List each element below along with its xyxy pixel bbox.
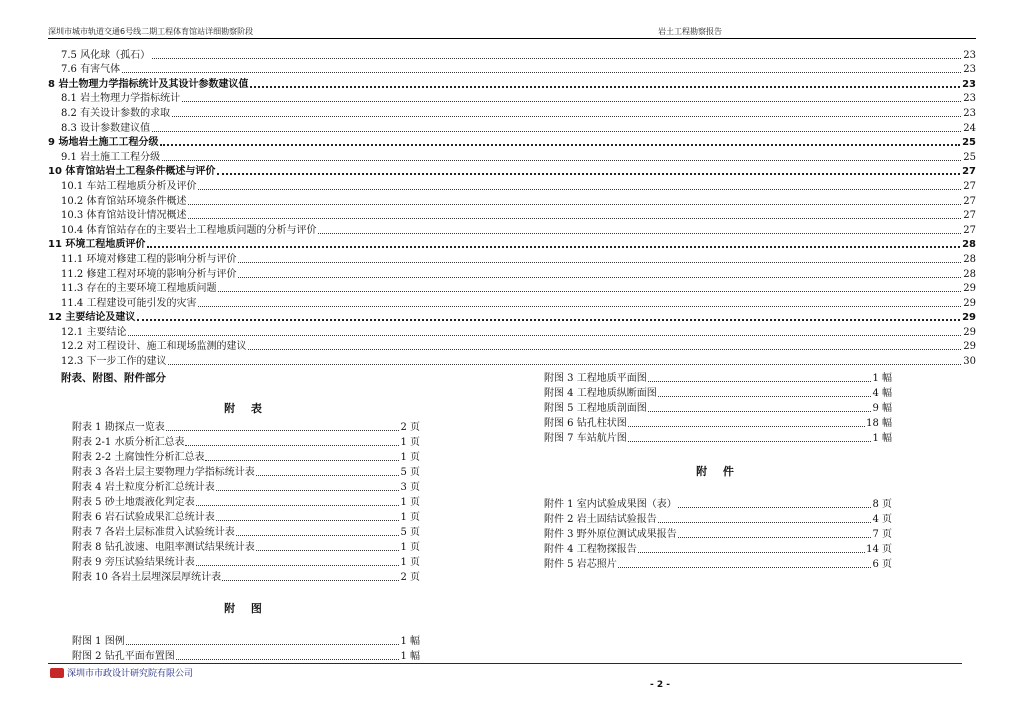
toc-page-number: 29 <box>963 283 976 295</box>
toc-page-number: 27 <box>963 195 976 207</box>
toc-section-entry <box>48 120 976 135</box>
appendix-table-item-count: 2 页 <box>400 422 420 433</box>
toc-entry-title: 12 主要结论及建议 <box>48 312 136 324</box>
toc-page-number: 29 <box>963 326 976 338</box>
appendix-tables-column <box>72 400 420 663</box>
toc-entry-title: 10.1 车站工程地质分析及评价 <box>61 180 197 192</box>
header-rule <box>48 38 976 39</box>
appendix-table-item <box>72 509 420 524</box>
page-header <box>48 26 976 38</box>
toc-entry-title: 8 岩土物理力学指标统计及其设计参数建议值 <box>48 78 249 90</box>
appendix-figure-item <box>72 648 420 663</box>
toc-dot-leader <box>250 86 960 88</box>
appendix-figure-item <box>544 370 892 385</box>
dot-leader <box>618 567 872 568</box>
dot-leader <box>176 659 400 660</box>
dot-leader <box>236 535 400 536</box>
toc-section-entry <box>48 353 976 368</box>
attachment-item-title: 附件 2 岩土固结试验报告 <box>544 514 657 525</box>
appendix-table-item-title: 附表 7 各岩土层标准贯入试验统计表 <box>72 527 235 538</box>
dot-leader <box>256 475 400 476</box>
toc-page-number: 29 <box>963 297 976 309</box>
appendix-figures-heading: 附 图 <box>224 602 268 615</box>
toc-entry-title: 11.2 修建工程对环境的影响分析与评价 <box>61 268 237 280</box>
appendix-figure-item-count: 1 幅 <box>872 373 892 384</box>
appendix-figure-item <box>72 633 420 648</box>
appendix-table-item-count: 1 页 <box>400 452 420 463</box>
toc-page-number: 28 <box>962 239 976 251</box>
toc-dot-leader <box>152 131 961 132</box>
toc-dot-leader <box>188 218 961 219</box>
toc-section-entry <box>48 208 976 223</box>
toc-page-number: 23 <box>963 93 976 105</box>
toc-section-entry <box>48 251 976 266</box>
toc-page-number: 28 <box>963 268 976 280</box>
toc-entry-title: 7.6 有害气体 <box>61 64 121 76</box>
toc-section-entry <box>48 62 976 77</box>
appendix-table-item-count: 5 页 <box>400 527 420 538</box>
dot-leader <box>658 396 872 397</box>
toc-dot-leader <box>137 319 960 321</box>
appendix-table-item <box>72 449 420 464</box>
appendix-table-item <box>72 434 420 449</box>
toc-section-entry <box>48 266 976 281</box>
appendix-figure-item-title: 附图 7 车站航片图 <box>544 433 627 444</box>
toc-dot-leader <box>152 58 961 59</box>
toc-section-entry <box>48 295 976 310</box>
appendix-table-item <box>72 464 420 479</box>
toc-dot-leader <box>217 173 960 175</box>
dot-leader <box>648 411 872 412</box>
toc-page-number: 28 <box>963 253 976 265</box>
appendix-figure-item <box>544 385 892 400</box>
attachment-item-count: 14 页 <box>866 544 892 555</box>
appendix-table-item <box>72 524 420 539</box>
dot-leader <box>185 445 399 446</box>
attachment-item <box>544 556 892 571</box>
dot-leader <box>256 550 400 551</box>
dot-leader <box>126 644 400 645</box>
toc-section-entry <box>48 47 976 62</box>
appendix-table-item <box>72 419 420 434</box>
toc-chapter-entry <box>48 164 976 179</box>
toc-entry-title: 8.2 有关设计参数的求取 <box>61 107 171 119</box>
toc-entry-title: 10.4 体育馆站存在的主要岩土工程地质问题的分析与评价 <box>61 224 317 236</box>
toc-page-number: 29 <box>962 312 976 324</box>
appendix-tables-list <box>72 419 420 584</box>
toc-section-entry <box>48 339 976 354</box>
appendix-table-item-title: 附表 2-1 水质分析汇总表 <box>72 437 185 448</box>
appendix-table-item-count: 1 页 <box>400 512 420 523</box>
toc-entry-title: 12.1 主要结论 <box>61 326 127 338</box>
attachments-list <box>544 496 892 571</box>
appendix-table-item <box>72 569 420 584</box>
toc-section-entry <box>48 324 976 339</box>
appendix-figure-item-title: 附图 1 图例 <box>72 636 125 647</box>
appendix-table-item-count: 1 页 <box>400 497 420 508</box>
toc-section-entry <box>48 281 976 296</box>
toc-dot-leader <box>198 189 961 190</box>
toc-entry-title: 9 场地岩土施工工程分级 <box>48 137 159 149</box>
toc-entry-title: 11.4 工程建设可能引发的灾害 <box>61 297 197 309</box>
toc-dot-leader <box>198 306 961 307</box>
appendix-figures-list-left <box>72 633 420 663</box>
dot-leader <box>205 460 399 461</box>
toc-page-number: 23 <box>962 78 976 90</box>
toc-entry-title: 8.1 岩土物理力学指标统计 <box>61 93 181 105</box>
header-report-title: 岩土工程勘察报告 <box>658 27 722 36</box>
toc-page-number: 24 <box>963 122 976 134</box>
appendix-figure-item <box>544 415 892 430</box>
attachment-item-title: 附件 5 岩芯照片 <box>544 559 617 570</box>
toc-section-entry <box>48 222 976 237</box>
appendix-tables-heading: 附 表 <box>224 402 268 415</box>
toc-page-number: 27 <box>963 180 976 192</box>
appendix-table-item-count: 1 页 <box>400 437 420 448</box>
appendix-table-item-title: 附表 8 钻孔波速、电阻率测试结果统计表 <box>72 542 255 553</box>
dot-leader <box>638 552 865 553</box>
appendix-table-item <box>72 554 420 569</box>
dot-leader <box>196 565 400 566</box>
dot-leader <box>222 580 399 581</box>
appendix-table-item <box>72 539 420 554</box>
toc-dot-leader <box>168 364 961 365</box>
header-project-title: 深圳市城市轨道交通6号线二期工程体育馆站详细勘察阶段 <box>48 27 254 36</box>
appendix-figure-item-title: 附图 4 工程地质纵断面图 <box>544 388 657 399</box>
toc-page-number: 25 <box>963 151 976 163</box>
toc-entry-title: 10.3 体育馆站设计情况概述 <box>61 210 187 222</box>
appendix-figure-item <box>544 400 892 415</box>
toc-entry-title: 11.3 存在的主要环境工程地质问题 <box>61 283 217 295</box>
dot-leader <box>678 507 872 508</box>
toc-chapter-entry <box>48 237 976 252</box>
dot-leader <box>658 522 872 523</box>
appendix-figure-item-count: 1 幅 <box>872 433 892 444</box>
attachment-item-count: 4 页 <box>872 514 892 525</box>
attachment-item-count: 8 页 <box>872 499 892 510</box>
appendix-table-item-title: 附表 3 各岩土层主要物理力学指标统计表 <box>72 467 255 478</box>
toc-dot-leader <box>122 72 961 73</box>
toc-dot-leader <box>238 262 961 263</box>
company-name: 深圳市市政设计研究院有限公司 <box>67 669 194 679</box>
company-logo-icon <box>50 668 64 678</box>
toc-entry-title: 11 环境工程地质评价 <box>48 239 146 251</box>
appendix-table-item-count: 5 页 <box>400 467 420 478</box>
toc-section-entry <box>48 149 976 164</box>
appendix-figure-item-count: 1 幅 <box>400 651 420 662</box>
toc-entry-title: 12.2 对工程设计、施工和现场监测的建议 <box>61 341 247 353</box>
dot-leader <box>648 381 872 382</box>
dot-leader <box>216 520 400 521</box>
appendix-figure-item-title: 附图 3 工程地质平面图 <box>544 373 647 384</box>
appendix-table-item-title: 附表 4 岩土粒度分析汇总统计表 <box>72 482 215 493</box>
appendix-figures-list-right <box>544 370 892 445</box>
footer-rule <box>48 663 962 664</box>
toc-dot-leader <box>128 335 961 336</box>
toc-entry-title: 9.1 岩土施工工程分级 <box>61 151 161 163</box>
attachment-item <box>544 496 892 511</box>
toc-page-number: 27 <box>963 210 976 222</box>
attachment-item-title: 附件 4 工程物探报告 <box>544 544 637 555</box>
attachment-item-title: 附件 1 室内试验成果图（表） <box>544 499 677 510</box>
toc-entry-title: 10 体育馆站岩土工程条件概述与评价 <box>48 166 216 178</box>
appendix-table-item <box>72 494 420 509</box>
toc-dot-leader <box>218 291 961 292</box>
toc-entry-title: 10.2 体育馆站环境条件概述 <box>61 195 187 207</box>
attachments-heading: 附 件 <box>696 465 740 478</box>
toc-page-number: 25 <box>962 137 976 149</box>
toc-entry-title: 12.3 下一步工作的建议 <box>61 356 167 368</box>
appendix-table-item-title: 附表 9 旁压试验结果统计表 <box>72 557 195 568</box>
toc-section-entry <box>48 178 976 193</box>
appendix-table-item-count: 3 页 <box>400 482 420 493</box>
toc-dot-leader <box>160 144 960 146</box>
appendix-figure-item-title: 附图 2 钻孔平面布置图 <box>72 651 175 662</box>
appendix-table-item-title: 附表 6 岩石试验成果汇总统计表 <box>72 512 215 523</box>
appendix-figure-item-count: 18 幅 <box>866 418 892 429</box>
toc-chapter-entry <box>48 310 976 325</box>
toc-dot-leader <box>182 101 961 102</box>
appendix-table-item-count: 1 页 <box>400 557 420 568</box>
appendix-figure-item-title: 附图 5 工程地质剖面图 <box>544 403 647 414</box>
dot-leader <box>196 505 400 506</box>
toc-entry-title: 7.5 风化球（孤石） <box>61 49 151 61</box>
toc-page-number: 23 <box>963 107 976 119</box>
toc-page-number: 30 <box>963 356 976 368</box>
toc-dot-leader <box>147 246 960 248</box>
toc-page-number: 29 <box>963 341 976 353</box>
appendix-figure-item-title: 附图 6 钻孔柱状图 <box>544 418 627 429</box>
toc-section-entry <box>48 91 976 106</box>
dot-leader <box>678 537 872 538</box>
dot-leader <box>628 441 872 442</box>
appendix-figure-item-count: 9 幅 <box>872 403 892 414</box>
appendix-figure-item-count: 4 幅 <box>872 388 892 399</box>
toc-chapter-entry <box>48 76 976 91</box>
toc-chapter-entry <box>48 135 976 150</box>
toc-dot-leader <box>172 116 961 117</box>
attachment-item <box>544 541 892 556</box>
attachment-item <box>544 526 892 541</box>
attachment-item-title: 附件 3 野外原位测试成果报告 <box>544 529 677 540</box>
toc-page-number: 23 <box>963 49 976 61</box>
appendix-table-item-title: 附表 10 各岩土层埋深层厚统计表 <box>72 572 222 583</box>
toc-page-number: 23 <box>963 64 976 76</box>
dot-leader <box>166 430 400 431</box>
appendix-right-column <box>544 370 892 571</box>
appendix-table-item-title: 附表 2-2 土腐蚀性分析汇总表 <box>72 452 205 463</box>
toc-section-entry <box>48 193 976 208</box>
toc-entry-title: 8.3 设计参数建议值 <box>61 122 151 134</box>
toc-dot-leader <box>162 160 961 161</box>
attachment-item-count: 7 页 <box>872 529 892 540</box>
toc-dot-leader <box>248 349 961 350</box>
appendix-table-item-title: 附表 5 砂土地震液化判定表 <box>72 497 195 508</box>
appendix-figure-item <box>544 430 892 445</box>
toc-page-number: 27 <box>962 166 976 178</box>
page-number: - 2 - <box>650 680 670 690</box>
appendix-table-item-title: 附表 1 勘探点一览表 <box>72 422 165 433</box>
toc-page-number: 27 <box>963 224 976 236</box>
table-of-contents <box>48 47 976 368</box>
toc-entry-title: 11.1 环境对修建工程的影响分析与评价 <box>61 253 237 265</box>
attachment-item-count: 6 页 <box>872 559 892 570</box>
toc-dot-leader <box>318 233 961 234</box>
dot-leader <box>216 490 400 491</box>
company-logo <box>50 666 193 679</box>
appendix-table-item <box>72 479 420 494</box>
appendix-table-item-count: 2 页 <box>400 572 420 583</box>
attachment-item <box>544 511 892 526</box>
toc-dot-leader <box>188 204 961 205</box>
toc-section-entry <box>48 105 976 120</box>
appendix-table-item-count: 1 页 <box>400 542 420 553</box>
appendix-section-title: 附表、附图、附件部分 <box>61 372 166 384</box>
toc-dot-leader <box>238 277 961 278</box>
dot-leader <box>628 426 865 427</box>
appendix-figure-item-count: 1 幅 <box>400 636 420 647</box>
